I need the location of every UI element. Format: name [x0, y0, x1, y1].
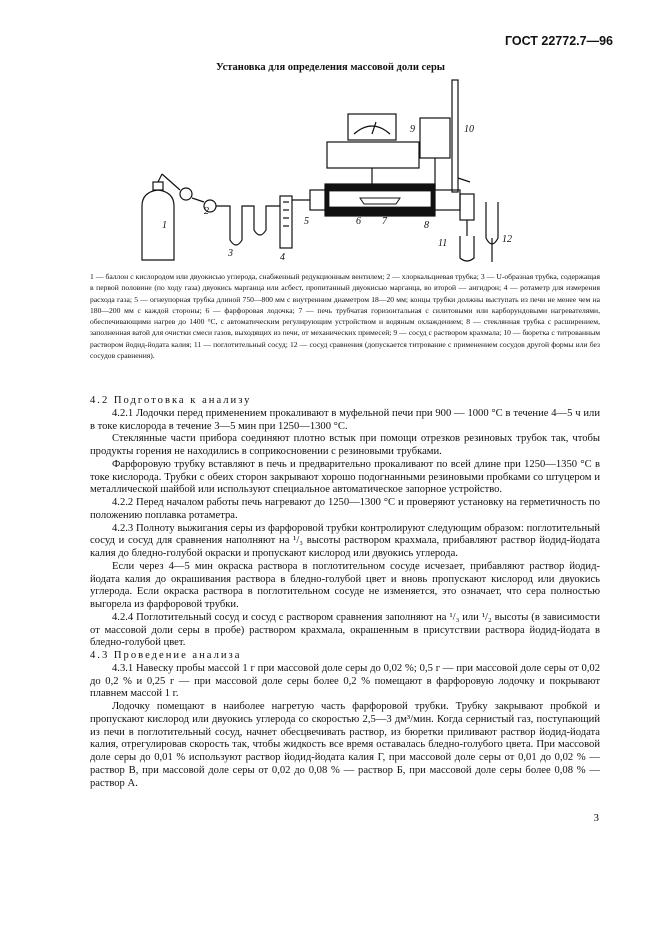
figure-caption: 1 — баллон с кислородом или двуокисью углерода, снабженный редукционным вентилем; 2 — хлоркальциевая трубка; 3 — U-образная трубка, содержащая в первой половине (по ходу газа) двуокись марганца или асбест, пропитанный двуокисью марганца, во второй — ангидрон; 4 — ротаметр для измерения расхода газа; 5 — огнеупорная трубка длиной 750—800 мм с внутренним диаметром 18—20 мм; концы трубки должны выступать из печи не менее чем на 180—200 мм с каждой стороны; 6 — фарфоровая лодочка; 7 — печь трубчатая горизонтальная с силитовыми или карборундовыми нагревателями, обеспечивающими нагрев до 1400 °С, с автоматическим регулирующим устройством и водяным охлаждением; 8 — стеклянная трубка с расширением, заполненная ватой для очистки смеси газов, выходящих из печи, от механических примесей; 9 — сосуд с раствором крахмала; 10 — бюретка с титрованным раствором йодид-йодата калия; 11 — поглотительный сосуд; 12 — сосуд сравнения (допускается титрование с применением сосудов другой формы или без сосудов сравнения). [90, 272, 600, 361]
paragraph-4-2-3b: Если через 4—5 мин окраска раствора в поглотительном сосуде исчезает, прибавляют раствор йодид-йодата калия до окрашивания раствора в бледно-голубой цвет и вновь пропускают кислород или двуокись углерода. Если окраска раствора в поглотительном сосуде не изменяется, это означает, что сера полностью выгорела из фарфоровой трубки. [90, 560, 600, 610]
starch-vessel [420, 118, 450, 158]
label-8: 8 [424, 220, 429, 231]
label-12: 12 [502, 234, 512, 245]
absorption-vessel [460, 236, 474, 261]
label-3: 3 [228, 248, 233, 259]
label-10: 10 [464, 124, 474, 135]
paragraph-4-3-1: 4.3.1 Навеску пробы массой 1 г при массовой доле серы до 0,02 %; 0,5 г — при массовой доле серы от 0,02 до 0,2 % и 0,25 г — при массовой доле серы более 0,2 % помещают в фарфоровую лодочку и покрывают плавнем массой 1 г. [90, 662, 600, 700]
burette [452, 80, 458, 192]
label-5: 5 [304, 216, 309, 227]
paragraph-4-2-3: 4.2.3 Полноту выжигания серы из фарфоровой трубки контролируют следующим образом: поглотительный сосуд и сосуд для сравнения наполняют на ¹/₃ высоты раствором крахмала, прибавляют раствор йодид-йодата калия до бледно-голубой окраски и пропускают кислород или двуокись углерода. [90, 522, 600, 559]
paragraph-4-2-1b: Стеклянные части прибора соединяют плотно встык при помощи отрезков резиновых трубок так, чтобы продукты горения не находились в соприкосновении с резиновыми трубками. [90, 433, 600, 457]
document-body [90, 395, 600, 790]
control-unit [327, 142, 419, 168]
label-9: 9 [410, 124, 415, 135]
label-2: 2 [204, 206, 209, 217]
u-tube [216, 206, 280, 245]
comparison-vessel [486, 202, 498, 244]
paragraph-4-3-1b: Лодочку помещают в наиболее нагретую часть фарфоровой трубки. Трубку закрывают пробкой и пропускают кислород или двуокись углерода со скоростью 2,5—3 дм³/мин. Когда сернистый газ, поступающий из печи в поглотительный сосуд, начнет обесцвечивать раствор, из бюретки приливают раствор йодид-йодата калия, отрегулировав скорость так, чтобы жидкость все время оставалась бледно-голубого цвета. При массовой доле серы до 0,01 % используют раствор йодид-йодата калия Г, при массовой доле серы от 0,01 до 0,02 % — раствор В, при массовой доле серы от 0,02 до 0,08 % — раствор Б, при массовой доле серы более 0,08 % — раствор А. [90, 701, 600, 789]
rotameter [280, 196, 292, 248]
glass-tube [460, 194, 474, 220]
section-heading-4-2: 4.2 Подготовка к анализу [90, 395, 252, 406]
paragraph-4-2-1c: Фарфоровую трубку вставляют в печь и предварительно прокаливают по всей длине при 1250—1350 °С в токе кислорода. Трубки с обеих сторон закрывают хорошо подогнанными резиновыми пробками со штуцером и металлической шайбой или используют специальное автоматическое запорное устройство. [90, 458, 600, 496]
figure-title: Установка для определения массовой доли серы [216, 62, 445, 73]
label-6: 6 [356, 216, 361, 227]
paragraph-4-2-1: 4.2.1 Лодочки перед применением прокаливают в муфельной печи при 900 — 1000 °С в течение 4—5 ч или в токе кислорода в течение 3—5 мин при 1250—1300 °С. [90, 407, 600, 432]
paragraph-4-2-2: 4.2.2 Перед началом работы печь нагревают до 1250—1300 °С и проверяют установку на герметичность по положению поплавка ротаметра. [90, 497, 600, 521]
section-heading-4-3: 4.3 Проведение анализа [90, 650, 242, 661]
pressure-gauge [180, 188, 192, 200]
label-7: 7 [382, 216, 387, 227]
label-1: 1 [162, 220, 167, 231]
gas-cylinder [142, 190, 174, 260]
label-11: 11 [438, 238, 448, 249]
paragraph-4-2-4: 4.2.4 Поглотительный сосуд и сосуд с раствором сравнения заполняют на ¹/₃ или ¹/₂ высоты (в зависимости от массовой доли серы в пробе) раствором крахмала, окрашенным в присутствии раствора йодид-йодата в бледно-голубой цвет. [90, 611, 600, 649]
label-4: 4 [280, 252, 285, 263]
standard-number: ГОСТ 22772.7—96 [504, 34, 613, 48]
apparatus-diagram [120, 78, 520, 263]
page-number: 3 [593, 812, 599, 824]
